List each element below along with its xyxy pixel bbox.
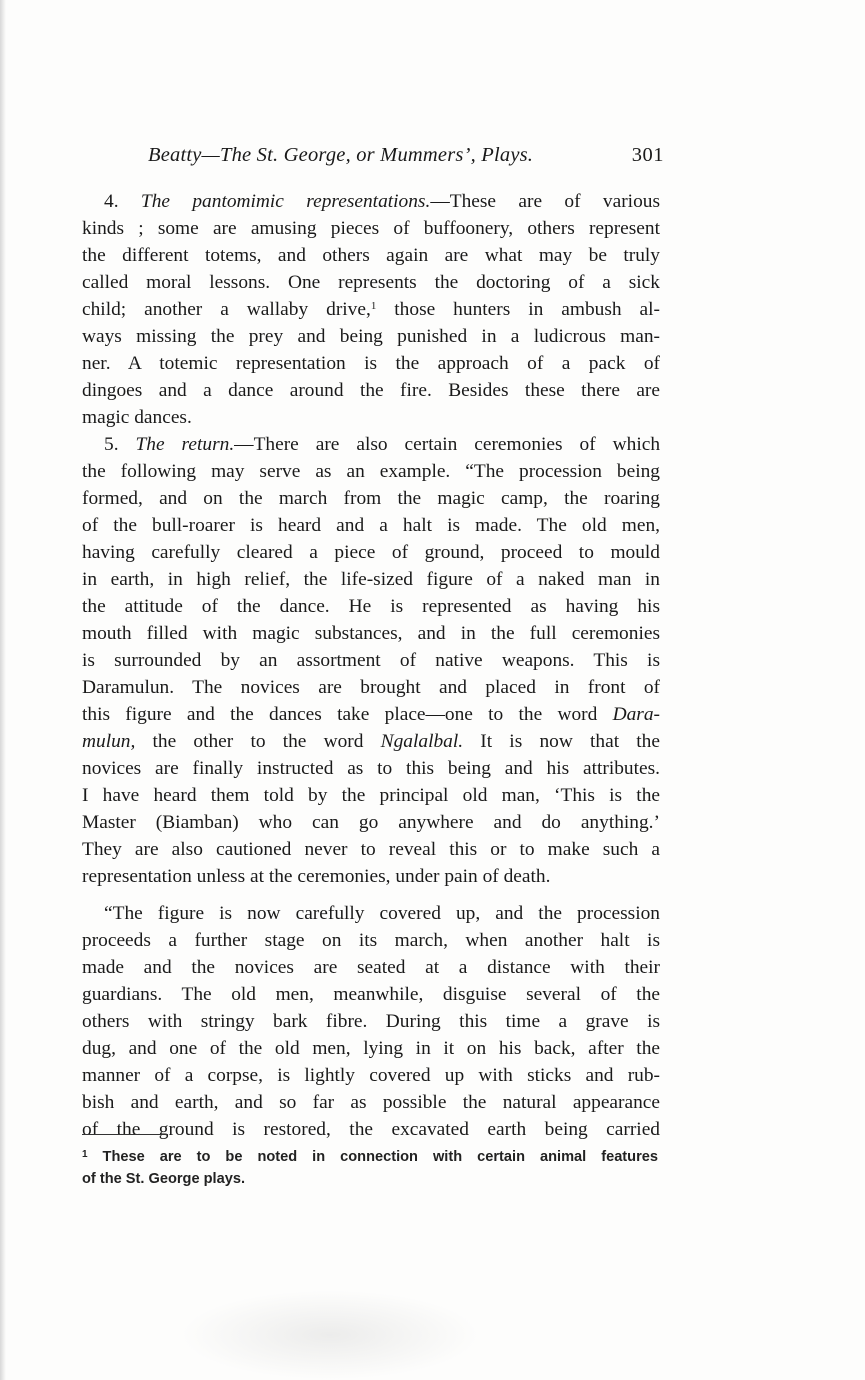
text-line: guardians. The old men, meanwhile, disguise several of the [82,984,660,1005]
text-line: the following may serve as an example. “The procession being [82,461,660,482]
text-line: mouth filled with magic substances, and in the full ceremonies [82,623,660,644]
text-line: Master (Biamban) who can go anywhere and do anything.’ [82,812,660,833]
italic-term: Dara- [612,704,660,725]
section-number: 5. [104,434,136,455]
body-text [82,188,660,1143]
footnote-reference[interactable]: 1 [370,300,377,312]
paragraph-gap [82,890,660,900]
running-header [148,144,664,174]
text-line: having carefully cleared a piece of ground, proceed to mould [82,542,660,563]
italic-term: Ngalalbal. [380,731,464,752]
text-line: “The figure is now carefully covered up, and the procession [104,903,660,924]
italic-term: mulun, [82,731,136,752]
text-line: proceeds a further stage on its march, when another halt is [82,930,660,951]
text-span: those hunters in ambush al- [376,299,660,320]
scan-speckle [180,1290,480,1380]
text-line: called moral lessons. One represents the doctoring of a sick [82,272,660,293]
text-line: others with stringy bark fibre. During this time a grave is [82,1011,660,1032]
footnote [82,1146,658,1190]
paragraph-pantomimic [82,188,660,431]
text-line: dingoes and a dance around the fire. Besides these there are [82,380,660,401]
footnote-line: of the St. George plays. [82,1171,245,1187]
paragraph-procession [82,900,660,1143]
text-line [82,431,660,458]
text-line: formed, and on the march from the magic camp, the roaring [82,488,660,509]
text-span: the other to the word [135,731,381,752]
section-number: 4. [104,191,141,212]
text-line: bish and earth, and so far as possible the natural appearance [82,1092,660,1113]
section-heading: The pantomimic representations. [140,191,431,212]
text-span: child; another a wallaby drive, [82,299,371,320]
text-span: —There are also certain ceremonies of which [234,434,661,455]
footnote-divider [82,1134,168,1135]
footnote-line [82,1146,658,1168]
text-span: —These are of various [430,191,661,212]
text-line: ways missing the prey and being punished in a ludicrous man- [82,326,660,347]
text-line: representation unless at the ceremonies, under pain of death. [82,866,551,887]
text-line: They are also cautioned never to reveal this or to make such a [82,839,660,860]
page-edge-shadow [0,0,6,1380]
text-line: manner of a corpse, is lightly covered up with sticks and rub- [82,1065,660,1086]
text-line: novices are finally instructed as to this being and his attributes. [82,758,660,779]
text-line: of the ground is restored, the excavated earth being carried [82,1119,660,1140]
text-line [82,701,660,728]
text-line: the attitude of the dance. He is represented as having his [82,596,660,617]
text-line: magic dances. [82,407,192,428]
text-span: It is now that the [463,731,660,752]
text-line [82,296,660,323]
running-title: Beatty—The St. George, or Mummers’, Plays. [148,144,534,166]
text-span: These are to be noted in connection with certain animal features [87,1149,658,1165]
text-line [82,188,660,215]
text-line: dug, and one of the old men, lying in it on his back, after the [82,1038,660,1059]
text-line: Daramulun. The novices are brought and placed in front of [82,677,660,698]
text-line: made and the novices are seated at a distance with their [82,957,660,978]
text-line: the different totems, and others again are what may be truly [82,245,660,266]
text-span: this figure and the dances take place—one to the word [82,704,613,725]
text-line [82,728,660,755]
text-line: ner. A totemic representation is the approach of a pack of [82,353,660,374]
text-line: in earth, in high relief, the life-sized figure of a naked man in [82,569,660,590]
text-line: of the bull-roarer is heard and a halt is made. The old men, [82,515,660,536]
text-line: I have heard them told by the principal old man, ‘This is the [82,785,660,806]
section-heading: The return. [135,434,235,455]
page-number: 301 [631,144,664,166]
text-line: kinds ; some are amusing pieces of buffoonery, others represent [82,218,660,239]
footnote-marker: 1 [82,1149,88,1160]
text-line: is surrounded by an assortment of native weapons. This is [82,650,660,671]
paragraph-return [82,431,660,890]
